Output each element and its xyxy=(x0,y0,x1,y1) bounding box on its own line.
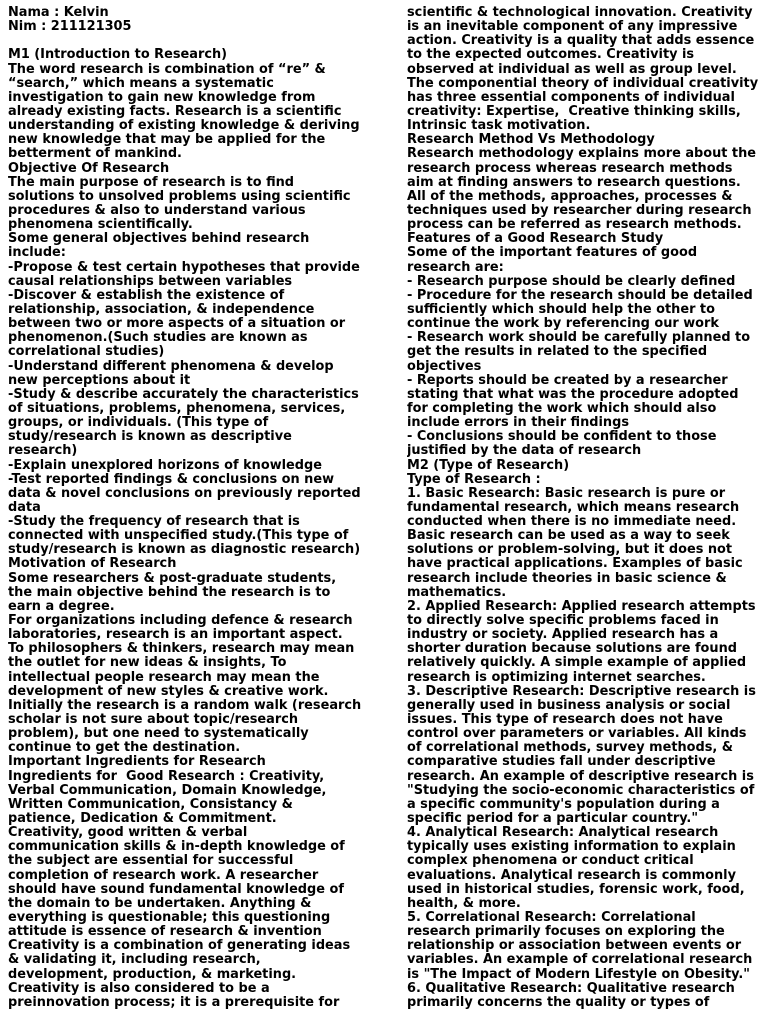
text-line: comparative studies fall under descriptive xyxy=(407,754,716,770)
text-line: the main objective behind the research is to xyxy=(8,584,331,600)
text-line: the outlet for new ideas & insights, To xyxy=(8,655,287,671)
text-line: intellectual people research may mean the xyxy=(8,669,320,685)
text-line: of correlational methods, survey methods, & xyxy=(407,740,734,756)
text-line: scientific & technological innovation. Creativity xyxy=(407,6,753,20)
text-line: -Explain unexplored horizons of knowledge xyxy=(8,457,322,473)
text-line: should have sound fundamental knowledge of xyxy=(8,881,344,897)
text-line: action. Creativity is a quality that adds essence xyxy=(407,33,755,49)
text-line: M2 (Type of Research) xyxy=(407,457,570,473)
text-line: betterment of mankind. xyxy=(8,146,182,162)
text-line: - Research work should be carefully planned to xyxy=(407,330,751,346)
text-line: continue to get the destination. xyxy=(8,740,241,756)
text-line: research) xyxy=(8,443,78,459)
text-line: -Understand different phenomena & develop xyxy=(8,358,334,374)
text-line: get the results in related to the specified xyxy=(407,344,708,360)
text-line: preinnovation process; it is a prerequisite for xyxy=(8,994,340,1010)
text-line: Nama : Kelvin xyxy=(8,6,109,20)
text-line: -Discover & establish the existence of xyxy=(8,287,285,303)
text-line: include errors in their findings xyxy=(407,415,630,431)
text-line: is an inevitable component of any impressive xyxy=(407,19,738,35)
text-line: observed at individual as well as group level. xyxy=(407,61,737,77)
text-line: research process whereas research methods xyxy=(407,160,733,176)
text-line: issues. This type of research does not have xyxy=(407,712,723,728)
text-line: The componential theory of individual creativity xyxy=(407,75,759,91)
text-line: 5. Correlational Research: Correlational xyxy=(407,910,696,925)
text-line: development of new styles & creative work. xyxy=(8,683,329,699)
text-line: -Study the frequency of research that is xyxy=(8,514,300,530)
text-line: techniques used by researcher during research xyxy=(407,202,752,218)
text-line: Nim : 211121305 xyxy=(8,19,132,35)
text-line: Basic research can be used as a way to seek xyxy=(407,528,730,544)
text-line: complex phenomena or conduct critical xyxy=(407,853,694,869)
text-line: Initially the research is a random walk (research xyxy=(8,697,362,713)
text-line: stating that what was the procedure adopted xyxy=(407,386,739,402)
text-line: connected with unspecified study.(This type of xyxy=(8,528,349,544)
text-line: creativity: Expertise, Creative thinking skills, xyxy=(407,103,741,119)
text-line: & validating it, including research, xyxy=(8,952,261,968)
text-line: continue the work by referencing our work xyxy=(407,316,719,332)
text-line: to the expected outcomes. Creativity is xyxy=(407,47,695,63)
text-line: the domain to be undertaken. Anything & xyxy=(8,895,312,911)
text-line: Type of Research : xyxy=(407,471,541,487)
text-line: research. An example of descriptive research is xyxy=(407,768,754,784)
text-line: study/research is known as diagnostic research) xyxy=(8,542,361,558)
text-line: to directly solve specific problems faced in xyxy=(407,613,719,629)
text-line: earn a degree. xyxy=(8,598,115,614)
text-line: Objective Of Research xyxy=(8,160,170,176)
text-line: 6. Qualitative Research: Qualitative research xyxy=(407,980,735,996)
text-line: 4. Analytical Research: Analytical research xyxy=(407,825,719,841)
text-line: solutions to unsolved problems using scientific xyxy=(8,188,351,204)
left-text-column xyxy=(8,6,370,1010)
text-line: Motivation of Research xyxy=(8,556,177,572)
text-line: M1 (Introduction to Research) xyxy=(8,47,228,63)
text-line: the subject are essential for successful xyxy=(8,853,294,869)
text-line: 3. Descriptive Research: Descriptive research is xyxy=(407,683,756,699)
text-line: The word research is combination of “re” & xyxy=(8,61,326,77)
right-text-column xyxy=(407,6,765,1010)
text-line: 1. Basic Research: Basic research is pure or xyxy=(407,485,726,501)
text-line: is "The Impact of Modern Lifestyle on Obesity." xyxy=(407,966,750,982)
text-line: Ingredients for Good Research : Creativity, xyxy=(8,768,325,784)
text-line: Features of a Good Research Study xyxy=(407,231,664,247)
text-line: problem), but one need to systematically xyxy=(8,726,309,742)
text-line: used in historical studies, forensic work, food, xyxy=(407,881,745,897)
text-line: communication skills & in-depth knowledge of xyxy=(8,839,345,855)
text-line: - Conclusions should be confident to those xyxy=(407,429,717,445)
text-line: procedures & also to understand various xyxy=(8,202,306,218)
text-line: relatively quickly. A simple example of applied xyxy=(407,655,747,671)
text-line: groups, or individuals. (This type of xyxy=(8,415,269,431)
text-line: -Propose & test certain hypotheses that provide xyxy=(8,259,360,275)
text-line: mathematics. xyxy=(407,584,507,600)
text-line: fundamental research, which means research xyxy=(407,499,740,515)
text-line: Some researchers & post-graduate students, xyxy=(8,570,337,586)
text-line: relationship or association between events or xyxy=(407,938,742,954)
text-line: laboratories, research is an important aspect. xyxy=(8,627,343,643)
text-line: understanding of existing knowledge & deriving xyxy=(8,118,360,134)
text-line: Some of the important features of good xyxy=(407,245,698,261)
text-line: typically uses existing information to explain xyxy=(407,839,736,855)
text-line: Creativity is also considered to be a xyxy=(8,980,270,996)
text-line: - Procedure for the research should be detailed xyxy=(407,287,753,303)
text-line: Written Communication, Consistancy & xyxy=(8,796,293,812)
text-line: causal relationships between variables xyxy=(8,273,293,289)
text-line: attitude is essence of research & invention xyxy=(8,924,322,940)
text-line: “search,” which means a systematic xyxy=(8,75,274,91)
text-line: phenomenon.(Such studies are known as xyxy=(8,330,308,346)
text-line: control over parameters or variables. All kinds xyxy=(407,726,747,742)
text-line: correlational studies) xyxy=(8,344,165,360)
text-line: industry or society. Applied research has a xyxy=(407,627,719,643)
text-line: research are: xyxy=(407,259,504,275)
text-line: - Research purpose should be clearly defined xyxy=(407,273,736,289)
text-line: Research methodology explains more about the xyxy=(407,146,757,162)
text-line: conducted when there is no immediate need. xyxy=(407,514,737,530)
text-line: - Reports should be created by a researcher xyxy=(407,372,728,388)
text-line: Research Method Vs Methodology xyxy=(407,132,655,148)
text-line: justified by the data of research xyxy=(407,443,642,459)
text-line: development, production, & marketing. xyxy=(8,966,297,982)
text-line: sufficiently which should help the other to xyxy=(407,301,715,317)
text-line: research include theories in basic science & xyxy=(407,570,727,586)
text-line: already existing facts. Research is a scientific xyxy=(8,103,342,119)
text-line: primarily concerns the quality or types of xyxy=(407,994,710,1010)
text-line: between two or more aspects of a situation or xyxy=(8,316,346,332)
text-line: has three essential components of individual xyxy=(407,89,735,105)
text-line: The main purpose of research is to find xyxy=(8,174,295,190)
text-line: specific period for a particular country." xyxy=(407,811,699,827)
text-line: All of the methods, approaches, processes & xyxy=(407,188,733,204)
text-line: investigation to gain new knowledge from xyxy=(8,89,316,105)
text-line: include: xyxy=(8,245,66,261)
text-line: data xyxy=(8,499,41,515)
text-line: For organizations including defence & research xyxy=(8,613,353,629)
text-line: To philosophers & thinkers, research may mean xyxy=(8,641,355,657)
text-line: health, & more. xyxy=(407,895,521,911)
text-line: new knowledge that may be applied for the xyxy=(8,132,326,148)
text-line: relationship, association, & independence xyxy=(8,301,315,317)
text-line: objectives xyxy=(407,358,482,374)
text-line: generally used in business analysis or social xyxy=(407,697,731,713)
text-line: phenomena scientifically. xyxy=(8,217,193,233)
text-line: evaluations. Analytical research is commonly xyxy=(407,867,736,883)
text-line: have practical applications. Examples of basic xyxy=(407,556,743,572)
text-line: variables. An example of correlational research xyxy=(407,952,753,968)
text-line: process can be referred as research methods. xyxy=(407,217,742,233)
text-line: research is optimizing internet searches. xyxy=(407,669,706,685)
text-line: data & novel conclusions on previously reported xyxy=(8,485,361,501)
text-line: a specific community's population during a xyxy=(407,796,720,812)
text-line: new perceptions about it xyxy=(8,372,191,388)
text-line: study/research is known as descriptive xyxy=(8,429,292,445)
text-line: -Study & describe accurately the characteristics xyxy=(8,386,359,402)
text-line: aim at finding answers to research questions. xyxy=(407,174,741,190)
text-line: completion of research work. A researcher xyxy=(8,867,319,883)
text-line: patience, Dedication & Commitment. xyxy=(8,811,277,827)
text-line: Creativity, good written & verbal xyxy=(8,825,248,841)
text-line: shorter duration because solutions are found xyxy=(407,641,737,657)
text-line: everything is questionable; this questioning xyxy=(8,910,331,925)
text-line: scholar is not sure about topic/research xyxy=(8,712,299,728)
text-line: for completing the work which should also xyxy=(407,400,717,416)
text-line: Creativity is a combination of generating ideas xyxy=(8,938,351,954)
text-line: 2. Applied Research: Applied research attempts xyxy=(407,598,756,614)
text-line: Important Ingredients for Research xyxy=(8,754,266,770)
text-line: solutions or problem-solving, but it does not xyxy=(407,542,733,558)
text-line: of situations, problems, phenomena, services, xyxy=(8,400,346,416)
text-line xyxy=(8,34,370,48)
text-line: "Studying the socio-economic characteristics of xyxy=(407,782,755,798)
text-line: Verbal Communication, Domain Knowledge, xyxy=(8,782,327,798)
text-line: -Test reported findings & conclusions on new xyxy=(8,471,334,487)
text-line: research primarily focuses on exploring the xyxy=(407,924,725,940)
text-line: Intrinsic task motivation. xyxy=(407,118,591,134)
text-line: Some general objectives behind research xyxy=(8,231,310,247)
